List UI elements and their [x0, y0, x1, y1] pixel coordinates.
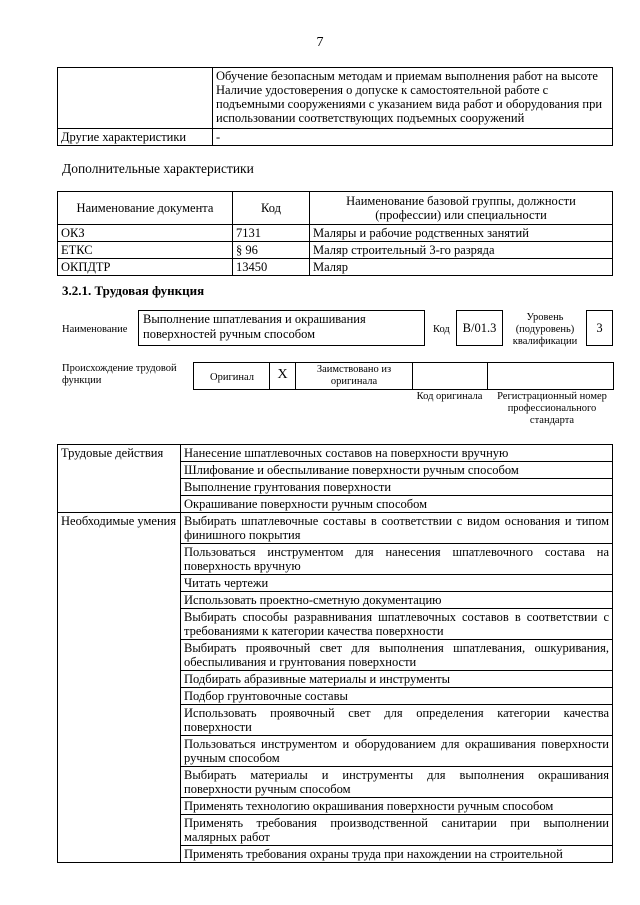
- level-box: 3: [586, 310, 613, 346]
- item-cell: Использовать проявочный свет для определения категории качества поверхности: [181, 705, 613, 736]
- labor-actions-table: [57, 444, 613, 863]
- item-cell: Выполнение грунтования поверхности: [181, 479, 613, 496]
- name-label: Наименование: [62, 324, 128, 335]
- code-cell: 13450: [233, 259, 310, 276]
- table-row: [58, 513, 613, 544]
- item-cell: Выбирать способы разравнивания шпатлевочных составов в соответствии с требованиями к категории качества поверхности: [181, 609, 613, 640]
- origin-divider: [412, 362, 413, 390]
- item-cell: Пользоваться инструментом для нанесения шпатлевочного состава на поверхность вручную: [181, 544, 613, 575]
- header-code: Код: [233, 192, 310, 225]
- item-cell: Применять требования охраны труда при нахождении на строительной: [181, 846, 613, 863]
- level-label: Уровень (подуровень) квалификации: [512, 312, 578, 347]
- group-cell: Маляр: [310, 259, 613, 276]
- item-cell: Читать чертежи: [181, 575, 613, 592]
- group-cell: Маляр строительный 3-го разряда: [310, 242, 613, 259]
- additional-characteristics-table: [57, 191, 613, 276]
- requirements-cell: [213, 68, 613, 129]
- item-cell: Выбирать материалы и инструменты для выполнения окрашивания поверхности ручным способом: [181, 767, 613, 798]
- item-cell: Применять технологию окрашивания поверхности ручным способом: [181, 798, 613, 815]
- item-cell: Выбирать проявочный свет для выполнения шпатлевания, ошкуривания, обеспыливания и грунтования поверхности: [181, 640, 613, 671]
- reg-number-label: Регистрационный номер профессионального стандарта: [497, 391, 607, 426]
- origin-label: Происхождение трудовой функции: [62, 363, 177, 386]
- function-name-box: Выполнение шпатлевания и окрашивания поверхностей ручным способом: [138, 310, 425, 346]
- additional-characteristics-title: Дополнительные характеристики: [62, 161, 254, 176]
- item-cell: Применять требования производственной санитарии при выполнении малярных работ: [181, 815, 613, 846]
- code-label: Код: [433, 324, 450, 335]
- doc-cell: ЕТКС: [58, 242, 233, 259]
- item-cell: Нанесение шпатлевочных составов на поверхности вручную: [181, 445, 613, 462]
- page-number: 7: [316, 35, 324, 50]
- item-cell: Шлифование и обеспыливание поверхности ручным способом: [181, 462, 613, 479]
- section-heading: 3.2.1. Трудовая функция: [62, 283, 205, 298]
- header-group-name: Наименование базовой группы, должности (профессии) или специальности: [310, 192, 613, 225]
- table-row: [58, 445, 613, 462]
- other-characteristics-label: Другие характеристики: [58, 129, 213, 146]
- header-document-name: Наименование документа: [58, 192, 233, 225]
- origin-divider: [487, 362, 488, 390]
- other-characteristics-value: -: [213, 129, 613, 146]
- item-cell: Окрашивание поверхности ручным способом: [181, 496, 613, 513]
- origin-divider: [295, 362, 296, 390]
- item-cell: Пользоваться инструментом и оборудованием для окрашивания поверхности ручным способом: [181, 736, 613, 767]
- code-original-label: Код оригинала: [416, 391, 483, 402]
- group-cell: Маляры и рабочие родственных занятий: [310, 225, 613, 242]
- code-cell: 7131: [233, 225, 310, 242]
- code-box: В/01.3: [456, 310, 503, 346]
- code-cell: § 96: [233, 242, 310, 259]
- original-label: Оригинал: [210, 372, 254, 383]
- requirements-table: [57, 67, 613, 146]
- group-label: Трудовые действия: [58, 445, 181, 513]
- item-cell: Использовать проектно-сметную документацию: [181, 592, 613, 609]
- borrowed-label: Заимствовано из оригинала: [316, 364, 392, 387]
- group-label: Необходимые умения: [58, 513, 181, 863]
- requirement-line: Наличие удостоверения о допуске к самостоятельной работе с подъемными сооружениями с указанием вида работ и оборудования при использовании соответствующих подъемных сооружений: [216, 83, 603, 125]
- doc-cell: ОКЗ: [58, 225, 233, 242]
- requirements-label: [58, 68, 213, 129]
- item-cell: Выбирать шпатлевочные составы в соответствии с видом основания и типом финишного покрытия: [181, 513, 613, 544]
- item-cell: Подбирать абразивные материалы и инструменты: [181, 671, 613, 688]
- requirement-line: Обучение безопасным методам и приемам выполнения работ на высоте: [216, 69, 598, 83]
- item-cell: Подбор грунтовочные составы: [181, 688, 613, 705]
- doc-cell: ОКПДТР: [58, 259, 233, 276]
- original-mark: X: [277, 367, 288, 382]
